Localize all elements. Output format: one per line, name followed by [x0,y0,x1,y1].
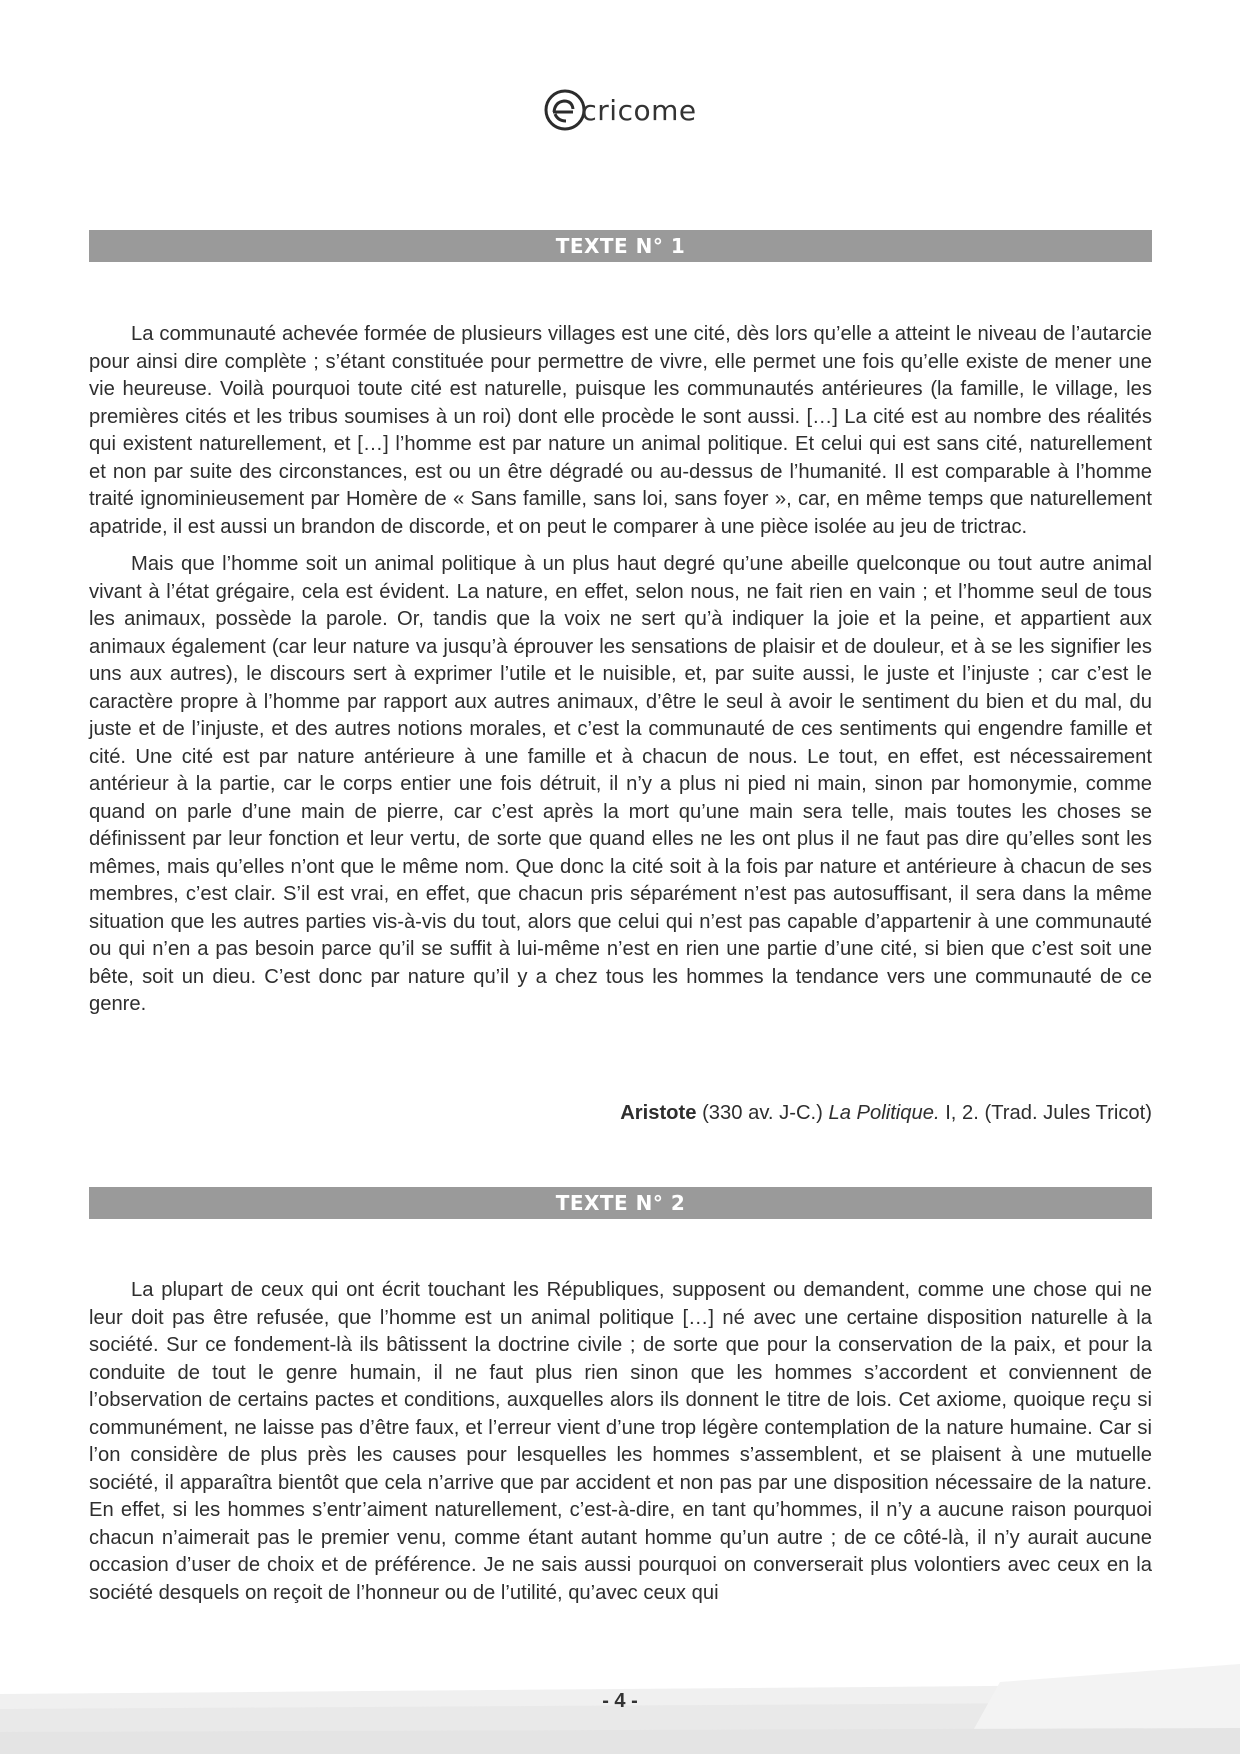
citation-work: La Politique. [828,1102,940,1124]
texte-1-paragraph-2: Mais que l’homme soit un animal politique à un plus haut degré qu’une abeille quelconque ou tout autre animal vivant à l’état grégaire, cela est évident. La nature, en effet, selon nous, ne fait rien en vain ; et l’homme seul de tous les animaux, possède la parole. Or, tandis que la voix ne sert qu’à indiquer la joie et la peine, et appartient aux animaux également (car leur nature va jusqu’à éprouver les sensations de plaisir et de douleur, et à se les signifier les uns aux autres), le discours sert à exprimer l’utile et le nuisible, et, par suite aussi, le juste et l’injuste ; car c’est le caractère propre à l’homme par rapport aux autres animaux, d’être le seul à avoir le sentiment du bien et du mal, du juste et de l’injuste, et des autres notions morales, et c’est la communauté de ces sentiments qui engendre famille et cité. Une cité est par nature antérieure à une famille et à chacun de nous. Le tout, en effet, est nécessairement antérieur à la partie, car le corps entier une fois détruit, il n’y a plus ni pied ni main, sinon par homonymie, comme quand on parle d’une main de pierre, car c’est après la mort qu’une main sera telle, mais toutes les choses se définissent par leur fonction et leur vertu, de sorte que quand elles ne les ont plus il ne faut pas dire qu’elles sont les mêmes, mais qu’elles n’ont que le même nom. Que donc la cité soit à la fois par nature et antérieure à chacun de ses membres, c’est clair. S’il est vrai, en effet, que chacun pris séparément n’est pas autosuffisant, il sera dans la même situation que les autres parties vis-à-vis du tout, alors que celui qui n’est pas capable d’appartenir à une communauté ou qui n’en a pas besoin parce qu’il se suffit à lui-même n’est en rien une partie d’une cité, si bien que c’est soit une bête, soit un dieu. C’est donc par nature qu’il y a chez tous les hommes la tendance vers une communauté de ce genre. [89,553,1152,1015]
texte-1-body [89,321,1152,1029]
ecricome-logo [0,88,1240,132]
texte-1-citation [89,1100,1152,1128]
texte-2-paragraph-1: La plupart de ceux qui ont écrit touchant les Républiques, supposent ou demandent, comme une chose qui ne leur doit pas être refusée, que l’homme est un animal politique […] né avec une certaine disposition naturelle à la société. Sur ce fondement-là ils bâtissent la doctrine civile ; de sorte que pour la conservation de la paix, et pour la conduite de tout le genre humain, il ne faut plus rien sinon que les hommes s’accordent et conviennent de l’observation de certains pactes et conditions, auxquelles alors ils donnent le titre de lois. Cet axiome, quoique reçu si communément, ne laisse pas d’être faux, et l’erreur vient d’une trop légère contemplation de la nature humaine. Car si l’on considère de plus près les causes pour lesquelles les hommes s’assemblent, et se plaisent à une mutuelle société, il apparaîtra bientôt que cela n’arrive que par accident et non pas par une disposition nécessaire de la nature. En effet, si les hommes s’entr’aiment naturellement, c’est-à-dire, en tant qu’hommes, il n’y a aucune raison pourquoi chacun n’aimerait pas le premier venu, comme étant autant homme qu’un autre ; de ce côté-là, il n’y aurait aucune occasion d’user de choix et de préférence. Je ne sais aussi pourquoi on converserait plus volontiers avec ceux en la société desquels on reçoit de l’honneur ou de l’utilité, qu’avec ceux qui [89,1279,1152,1604]
section-header-texte-2: TEXTE N° 2 [89,1187,1152,1219]
section-header-texte-1: TEXTE N° 1 [89,230,1152,262]
logo-text: cricome [581,93,697,127]
texte-2-body [89,1277,1152,1617]
citation-author: Aristote [620,1102,697,1124]
citation-ref: I, 2. (Trad. Jules Tricot) [939,1102,1152,1124]
citation-date: (330 av. J-C.) [696,1102,829,1124]
texte-1-paragraph-1: La communauté achevée formée de plusieurs villages est une cité, dès lors qu’elle a atteint le niveau de l’autarcie pour ainsi dire complète ; s’étant constituée pour permettre de vivre, elle permet une fois qu’elle existe de mener une vie heureuse. Voilà pourquoi toute cité est naturelle, puisque les communautés antérieures (la famille, le village, les premières cités et les tribus soumises à un roi) dont elle procède le sont aussi. […] La cité est au nombre des réalités qui existent naturellement, et […] l’homme est par nature un animal politique. Et celui qui est sans cité, naturellement et non par suite des circonstances, est ou un être dégradé ou au-dessus de l’humanité. Il est comparable à l’homme traité ignominieusement par Homère de « Sans famille, sans loi, sans foyer », car, en même temps que naturellement apatride, il est aussi un brandon de discorde, et on peut le comparer à une pièce isolée au jeu de trictrac. [89,323,1152,538]
page-number: - 4 - [602,1690,638,1712]
